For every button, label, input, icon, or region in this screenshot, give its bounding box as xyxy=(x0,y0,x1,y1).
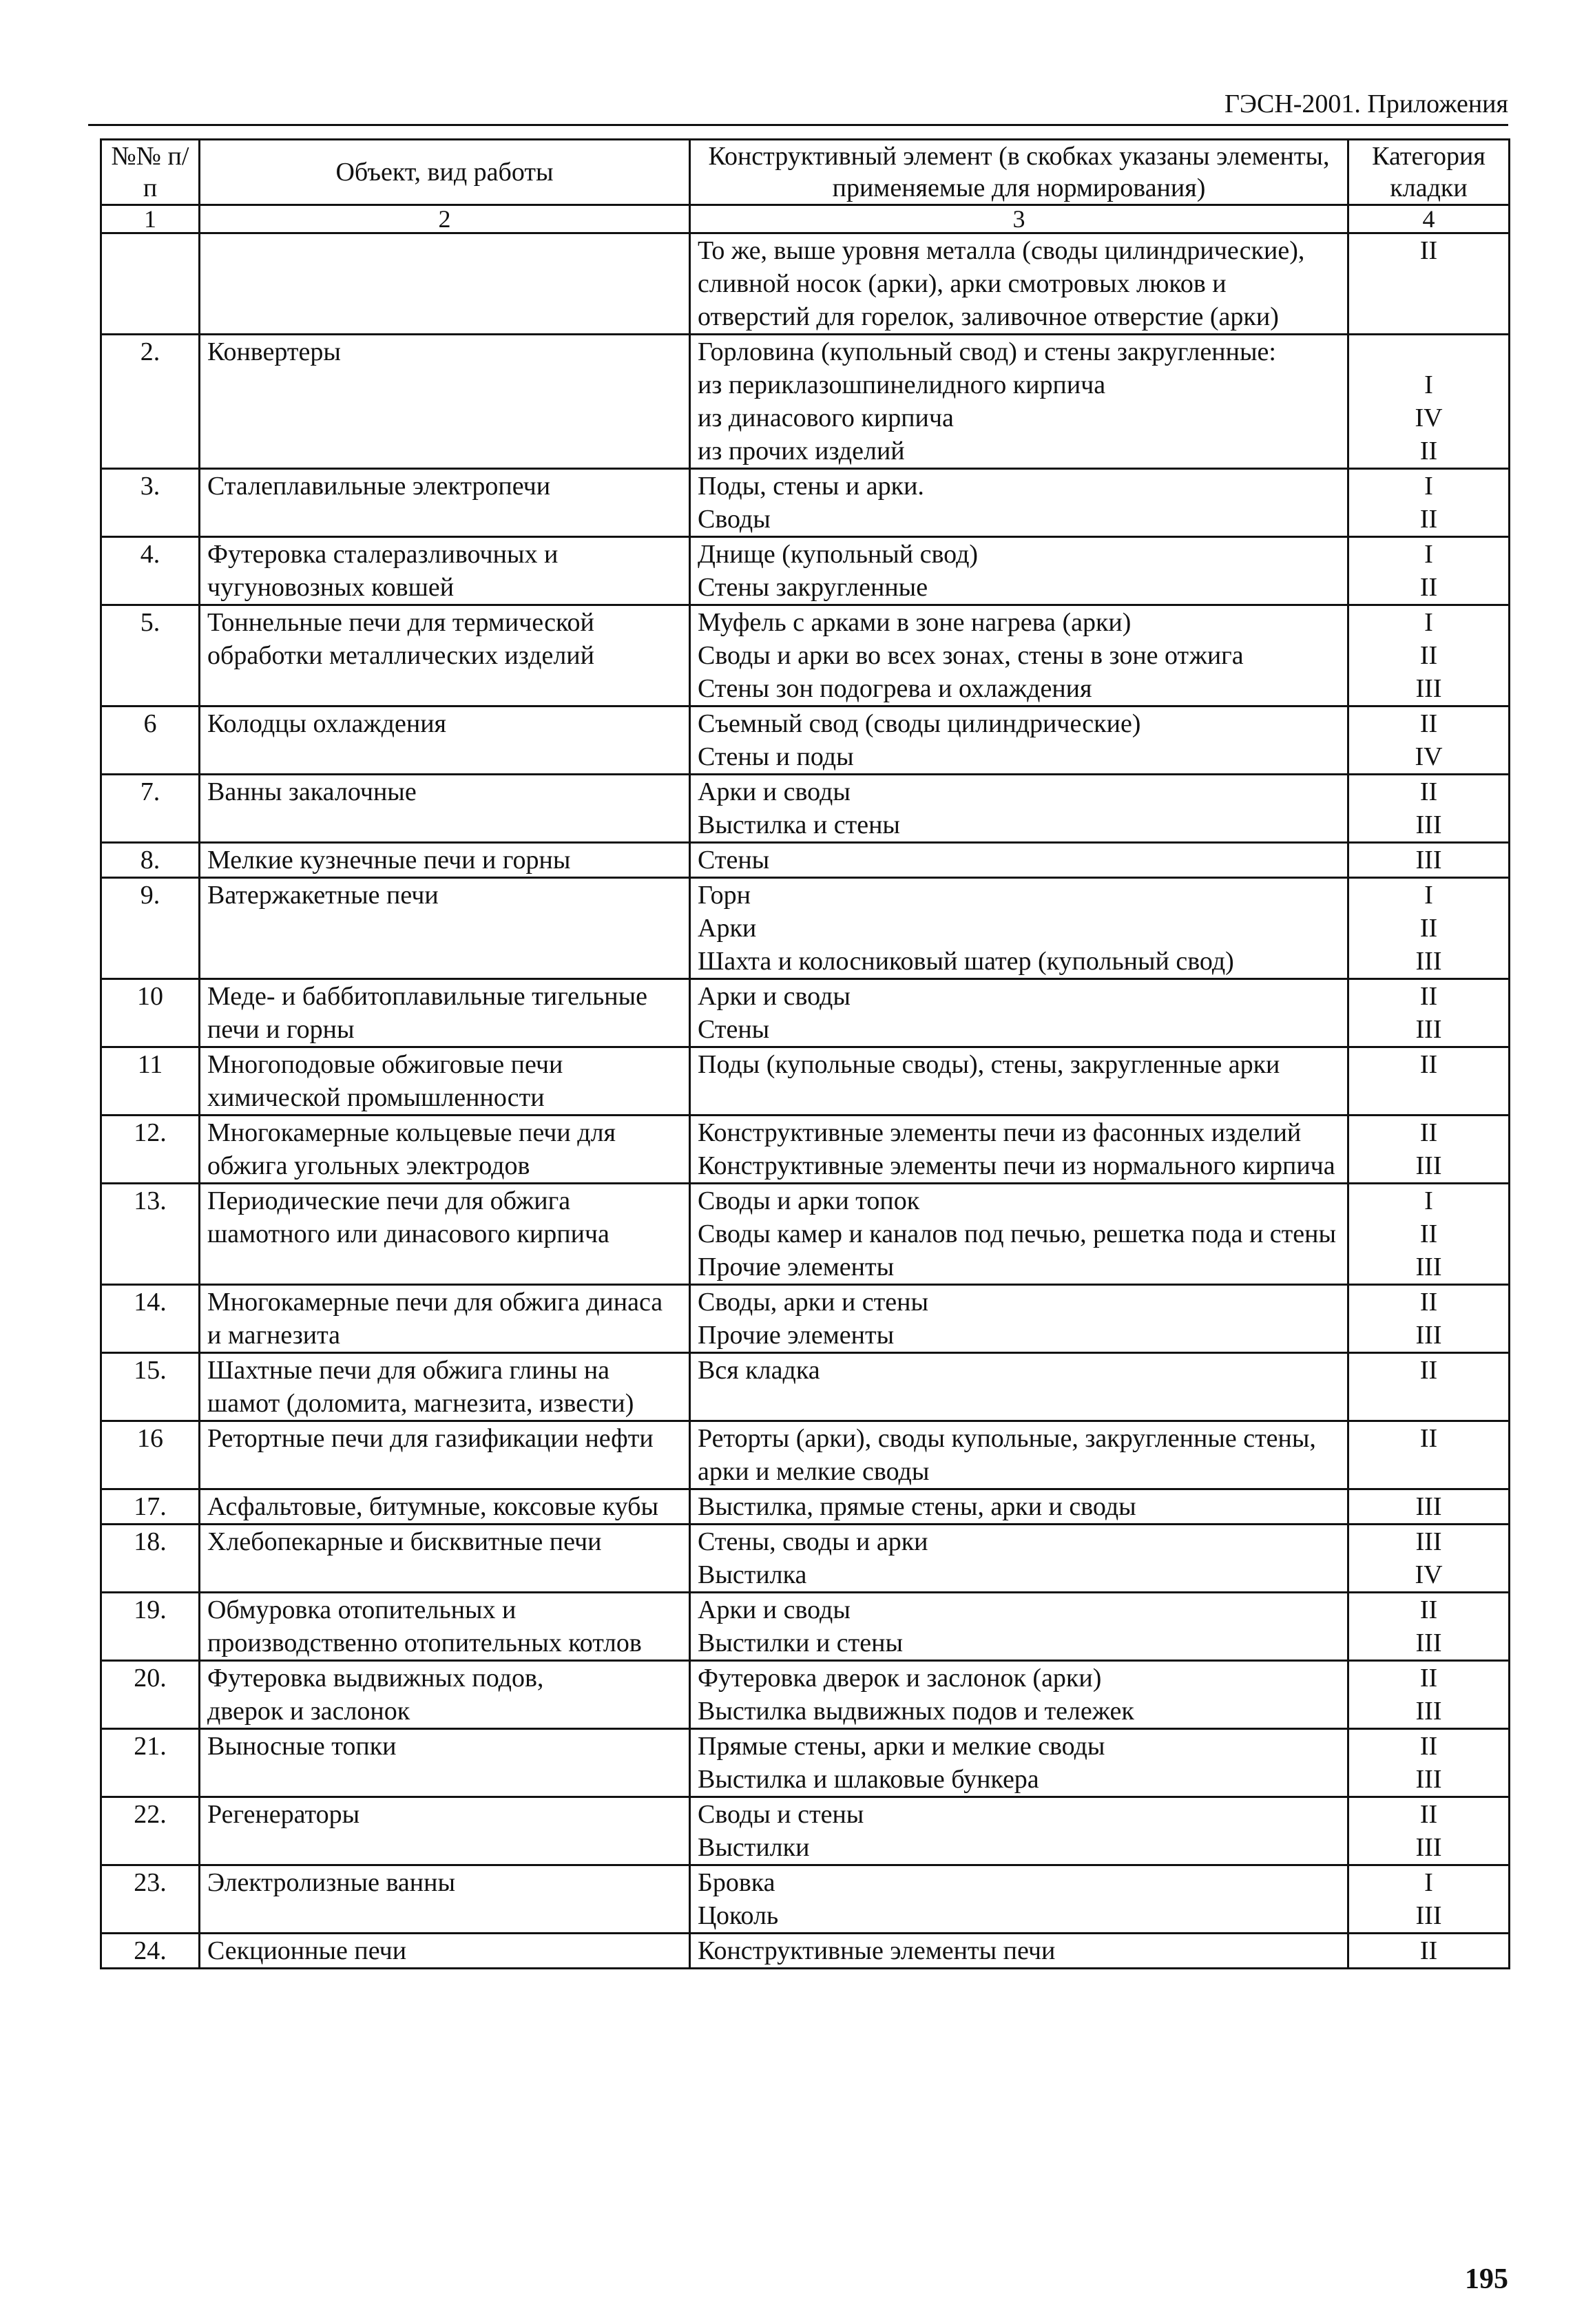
element-cell xyxy=(690,605,1348,706)
category-line: II xyxy=(1419,914,1438,943)
object-line: Колодцы охлаждения xyxy=(207,709,447,738)
table-row xyxy=(101,605,1510,706)
element-cell xyxy=(690,979,1348,1047)
table-header-row xyxy=(101,140,1510,205)
object-cell xyxy=(200,335,690,469)
table-row xyxy=(101,1797,1510,1865)
object-line: Многокамерные печи для обжига динаса и магнезита xyxy=(207,1288,669,1350)
element-line: Выстилки и стены xyxy=(698,1629,903,1657)
element-line: Выстилка и стены xyxy=(698,810,900,839)
category-cell xyxy=(1348,1116,1510,1184)
category-line: II xyxy=(1419,236,1438,265)
category-line: III xyxy=(1415,1629,1442,1657)
element-cell xyxy=(690,706,1348,775)
row-number: 16 xyxy=(101,1421,200,1489)
element-line: Бровка xyxy=(698,1868,775,1897)
element-cell xyxy=(690,1934,1348,1969)
category-line: III xyxy=(1415,947,1442,976)
element-line: Муфель с арками в зоне нагрева (арки) xyxy=(698,608,1132,637)
object-cell xyxy=(200,878,690,979)
col-header-number: №№ п/п xyxy=(101,140,200,205)
element-cell xyxy=(690,1353,1348,1421)
category-cell xyxy=(1348,706,1510,775)
element-line: Выстилка и шлаковые бункера xyxy=(698,1765,1039,1794)
category-line: IV xyxy=(1415,742,1443,771)
object-line: Периодические печи для обжига шамотного или динасового кирпича xyxy=(207,1186,609,1248)
masonry-category-table xyxy=(100,138,1510,1969)
category-line: I xyxy=(1424,1186,1433,1215)
object-line: Сталеплавильные электропечи xyxy=(207,472,551,501)
object-line: Хлебопекарные и бисквитные печи xyxy=(207,1527,602,1556)
object-cell xyxy=(200,1525,690,1593)
object-line: Шахтные печи для обжига глины на шамот (доломита, магнезита, извести) xyxy=(207,1356,634,1418)
category-line: II xyxy=(1419,1595,1438,1624)
category-line: III xyxy=(1415,810,1442,839)
row-number: 7. xyxy=(101,775,200,843)
table-row xyxy=(101,1661,1510,1729)
element-cell xyxy=(690,1047,1348,1116)
category-line: II xyxy=(1419,505,1438,534)
element-line: из динасового кирпича xyxy=(698,404,954,432)
category-cell xyxy=(1348,843,1510,878)
object-cell xyxy=(200,605,690,706)
element-line: Стены зон подогрева и охлаждения xyxy=(698,674,1092,703)
category-cell xyxy=(1348,233,1510,335)
category-line: I xyxy=(1424,540,1433,569)
element-line: Вся кладка xyxy=(698,1356,820,1385)
object-cell xyxy=(200,1116,690,1184)
row-number: 8. xyxy=(101,843,200,878)
category-line: I xyxy=(1424,881,1433,910)
table-row xyxy=(101,1593,1510,1661)
row-number: 17. xyxy=(101,1489,200,1525)
element-line: Арки и своды xyxy=(698,1595,851,1624)
table-row xyxy=(101,1865,1510,1934)
row-number: 19. xyxy=(101,1593,200,1661)
category-line: III xyxy=(1415,674,1442,703)
category-line: II xyxy=(1419,437,1438,465)
element-line: То же, выше уровня металла (своды цилиндрические), сливной носок (арки), арки смотровых люков и отверстий для горелок, заливочное отверстие (арки) xyxy=(698,236,1311,331)
table-row xyxy=(101,843,1510,878)
object-cell xyxy=(200,1934,690,1969)
col-number-1: 1 xyxy=(101,205,200,233)
category-line: III xyxy=(1415,1527,1442,1556)
header-title: ГЭСН-2001. Приложения xyxy=(1224,90,1508,118)
object-line: дверок и заслонок xyxy=(207,1697,410,1726)
row-number: 4. xyxy=(101,537,200,605)
table-row xyxy=(101,1047,1510,1116)
element-line: Поды, стены и арки. xyxy=(698,472,924,501)
element-line: Горловина (купольный свод) и стены закругленные: xyxy=(698,337,1276,366)
category-line: III xyxy=(1415,1697,1442,1726)
col-header-object: Объект, вид работы xyxy=(200,140,690,205)
row-number: 3. xyxy=(101,469,200,537)
category-line: III xyxy=(1415,1901,1442,1930)
object-line: Тоннельные печи для термической обработки металлических изделий xyxy=(207,608,601,670)
element-line: Горн xyxy=(698,881,751,910)
element-line: Прочие элементы xyxy=(698,1253,895,1281)
table-row xyxy=(101,775,1510,843)
element-line: Стены, своды и арки xyxy=(698,1527,928,1556)
category-line: I xyxy=(1424,1868,1433,1897)
element-cell xyxy=(690,1421,1348,1489)
object-line: Меде- и баббитоплавильные тигельные печи и горны xyxy=(207,982,654,1044)
category-cell xyxy=(1348,775,1510,843)
category-line: II xyxy=(1419,1424,1438,1453)
element-line: Своды и арки топок xyxy=(698,1186,920,1215)
table-row xyxy=(101,1421,1510,1489)
object-cell xyxy=(200,1353,690,1421)
category-line: II xyxy=(1419,1288,1438,1317)
category-line: III xyxy=(1415,1321,1442,1350)
row-number: 15. xyxy=(101,1353,200,1421)
element-line: из прочих изделий xyxy=(698,437,905,465)
col-number-4: 4 xyxy=(1348,205,1510,233)
element-line: Своды и стены xyxy=(698,1800,864,1829)
category-line: IV xyxy=(1415,404,1443,432)
element-line: Своды и арки во всех зонах, стены в зоне отжига xyxy=(698,641,1244,670)
object-line: Футеровка выдвижных подов, xyxy=(207,1664,544,1693)
category-cell xyxy=(1348,1489,1510,1525)
element-line: Своды xyxy=(698,505,771,534)
category-line: III xyxy=(1415,1492,1442,1521)
object-line: Электролизные ванны xyxy=(207,1868,455,1897)
table-row xyxy=(101,1285,1510,1353)
category-line: I xyxy=(1424,608,1433,637)
object-cell xyxy=(200,1797,690,1865)
object-cell xyxy=(200,1489,690,1525)
element-line: Шахта и колосниковый шатер (купольный свод) xyxy=(698,947,1234,976)
page-number: 195 xyxy=(1465,2263,1508,2295)
element-line: Днище (купольный свод) xyxy=(698,540,979,569)
object-cell xyxy=(200,233,690,335)
table-row xyxy=(101,878,1510,979)
element-cell xyxy=(690,843,1348,878)
object-line: Ретортные печи для газификации нефти xyxy=(207,1424,654,1453)
category-line: II xyxy=(1419,1800,1438,1829)
row-number: 20. xyxy=(101,1661,200,1729)
category-line: II xyxy=(1419,1118,1438,1147)
category-line: III xyxy=(1415,1151,1442,1180)
category-cell xyxy=(1348,1797,1510,1865)
element-line: Своды, арки и стены xyxy=(698,1288,929,1317)
col-number-2: 2 xyxy=(200,205,690,233)
element-cell xyxy=(690,1865,1348,1934)
row-number: 5. xyxy=(101,605,200,706)
category-cell xyxy=(1348,1047,1510,1116)
row-number: 23. xyxy=(101,1865,200,1934)
category-line: III xyxy=(1415,1015,1442,1044)
element-cell xyxy=(690,1729,1348,1797)
element-line: Футеровка дверок и заслонок (арки) xyxy=(698,1664,1102,1693)
element-line: Арки и своды xyxy=(698,777,851,806)
row-number: 21. xyxy=(101,1729,200,1797)
element-cell xyxy=(690,469,1348,537)
element-line: Конструктивные элементы печи xyxy=(698,1936,1056,1965)
category-cell xyxy=(1348,1934,1510,1969)
category-line: III xyxy=(1415,1765,1442,1794)
category-cell xyxy=(1348,1729,1510,1797)
element-line: Выстилка, прямые стены, арки и своды xyxy=(698,1492,1136,1521)
category-line xyxy=(1356,335,1501,368)
element-line: Выстилка выдвижных подов и тележек xyxy=(698,1697,1134,1726)
category-cell xyxy=(1348,1285,1510,1353)
object-line: Секционные печи xyxy=(207,1936,407,1965)
element-line: Конструктивные элементы печи из фасонных изделий xyxy=(698,1118,1302,1147)
object-cell xyxy=(200,1661,690,1729)
table-row xyxy=(101,1489,1510,1525)
element-cell xyxy=(690,878,1348,979)
element-line: Стены xyxy=(698,846,770,875)
category-line: IV xyxy=(1415,1560,1443,1589)
object-cell xyxy=(200,843,690,878)
category-line: II xyxy=(1419,1936,1438,1965)
element-line: Выстилки xyxy=(698,1833,810,1862)
category-cell xyxy=(1348,878,1510,979)
element-cell xyxy=(690,335,1348,469)
object-line: Футеровка сталеразливочных и чугуновозных ковшей xyxy=(207,540,565,602)
running-header xyxy=(88,87,1508,126)
element-line: Стены и поды xyxy=(698,742,854,771)
category-line: III xyxy=(1415,1253,1442,1281)
category-cell xyxy=(1348,335,1510,469)
object-cell xyxy=(200,1184,690,1285)
category-line: II xyxy=(1419,1356,1438,1385)
category-cell xyxy=(1348,1865,1510,1934)
category-cell xyxy=(1348,537,1510,605)
category-line: III xyxy=(1415,846,1442,875)
object-line: Многокамерные кольцевые печи для обжига угольных электродов xyxy=(207,1118,623,1180)
row-number xyxy=(101,233,200,335)
category-cell xyxy=(1348,605,1510,706)
object-cell xyxy=(200,537,690,605)
category-line: II xyxy=(1419,641,1438,670)
element-cell xyxy=(690,1489,1348,1525)
category-cell xyxy=(1348,979,1510,1047)
element-line: Конструктивные элементы печи из нормального кирпича xyxy=(698,1151,1335,1180)
col-number-3: 3 xyxy=(690,205,1348,233)
category-line: II xyxy=(1419,1050,1438,1079)
object-line: Конвертеры xyxy=(207,337,341,366)
table-row xyxy=(101,1934,1510,1969)
table-row xyxy=(101,1116,1510,1184)
row-number: 13. xyxy=(101,1184,200,1285)
object-line: Ватержакетные печи xyxy=(207,881,439,910)
object-cell xyxy=(200,1865,690,1934)
element-cell xyxy=(690,1797,1348,1865)
category-line: II xyxy=(1419,1732,1438,1761)
element-line: Арки xyxy=(698,914,757,943)
row-number: 11 xyxy=(101,1047,200,1116)
object-line: Обмуровка отопительных и производственно отопительных котлов xyxy=(207,1595,642,1657)
category-line: I xyxy=(1424,370,1433,399)
category-line: II xyxy=(1419,1664,1438,1693)
col-header-category: Категория кладки xyxy=(1348,140,1510,205)
element-cell xyxy=(690,1593,1348,1661)
object-cell xyxy=(200,1421,690,1489)
category-line: II xyxy=(1419,709,1438,738)
row-number: 22. xyxy=(101,1797,200,1865)
category-line: II xyxy=(1419,982,1438,1011)
element-cell xyxy=(690,537,1348,605)
object-cell xyxy=(200,1285,690,1353)
row-number: 10 xyxy=(101,979,200,1047)
category-cell xyxy=(1348,1421,1510,1489)
category-line: II xyxy=(1419,573,1438,602)
element-cell xyxy=(690,1285,1348,1353)
row-number: 9. xyxy=(101,878,200,979)
object-cell xyxy=(200,706,690,775)
category-cell xyxy=(1348,1184,1510,1285)
element-line: Своды камер и каналов под печью, решетка пода и стены xyxy=(698,1219,1336,1248)
table-row xyxy=(101,335,1510,469)
object-cell xyxy=(200,469,690,537)
row-number: 18. xyxy=(101,1525,200,1593)
element-line: Цоколь xyxy=(698,1901,779,1930)
row-number: 24. xyxy=(101,1934,200,1969)
element-line: из периклазошпинелидного кирпича xyxy=(698,370,1106,399)
element-line: Поды (купольные своды), стены, закругленные арки xyxy=(698,1050,1280,1079)
category-line: II xyxy=(1419,1219,1438,1248)
element-line: Прямые стены, арки и мелкие своды xyxy=(698,1732,1105,1761)
object-line: Многоподовые обжиговые печи химической промышленности xyxy=(207,1050,570,1112)
object-line: Регенераторы xyxy=(207,1800,360,1829)
element-cell xyxy=(690,1525,1348,1593)
category-cell xyxy=(1348,1593,1510,1661)
table-row xyxy=(101,1729,1510,1797)
element-line: Съемный свод (своды цилиндрические) xyxy=(698,709,1141,738)
table-row xyxy=(101,706,1510,775)
object-cell xyxy=(200,1593,690,1661)
category-cell xyxy=(1348,469,1510,537)
col-header-element: Конструктивный элемент (в скобках указаны элементы, применяемые для нормирования) xyxy=(690,140,1348,205)
element-line: Арки и своды xyxy=(698,982,851,1011)
category-cell xyxy=(1348,1525,1510,1593)
element-line: Стены xyxy=(698,1015,770,1044)
element-cell xyxy=(690,233,1348,335)
category-cell xyxy=(1348,1661,1510,1729)
element-line: Реторты (арки), своды купольные, закругленные стены, арки и мелкие своды xyxy=(698,1424,1323,1486)
row-number: 12. xyxy=(101,1116,200,1184)
element-line: Прочие элементы xyxy=(698,1321,895,1350)
table-row xyxy=(101,1353,1510,1421)
category-line: III xyxy=(1415,1833,1442,1862)
object-line: Выносные топки xyxy=(207,1732,397,1761)
row-number: 14. xyxy=(101,1285,200,1353)
element-cell xyxy=(690,1184,1348,1285)
table-row xyxy=(101,979,1510,1047)
table-body xyxy=(101,233,1510,1969)
object-line: Ванны закалочные xyxy=(207,777,417,806)
object-line: Мелкие кузнечные печи и горны xyxy=(207,846,571,875)
row-number: 2. xyxy=(101,335,200,469)
table-row xyxy=(101,1525,1510,1593)
object-cell xyxy=(200,775,690,843)
element-line: Стены закругленные xyxy=(698,573,928,602)
table-row xyxy=(101,1184,1510,1285)
object-cell xyxy=(200,1729,690,1797)
element-line: Выстилка xyxy=(698,1560,807,1589)
table-row xyxy=(101,233,1510,335)
category-cell xyxy=(1348,1353,1510,1421)
object-line: Асфальтовые, битумные, коксовые кубы xyxy=(207,1492,659,1521)
column-number-row xyxy=(101,205,1510,233)
element-cell xyxy=(690,1661,1348,1729)
category-line: I xyxy=(1424,472,1433,501)
table-row xyxy=(101,537,1510,605)
object-cell xyxy=(200,979,690,1047)
element-cell xyxy=(690,1116,1348,1184)
row-number: 6 xyxy=(101,706,200,775)
object-cell xyxy=(200,1047,690,1116)
element-cell xyxy=(690,775,1348,843)
category-line: II xyxy=(1419,777,1438,806)
table-row xyxy=(101,469,1510,537)
